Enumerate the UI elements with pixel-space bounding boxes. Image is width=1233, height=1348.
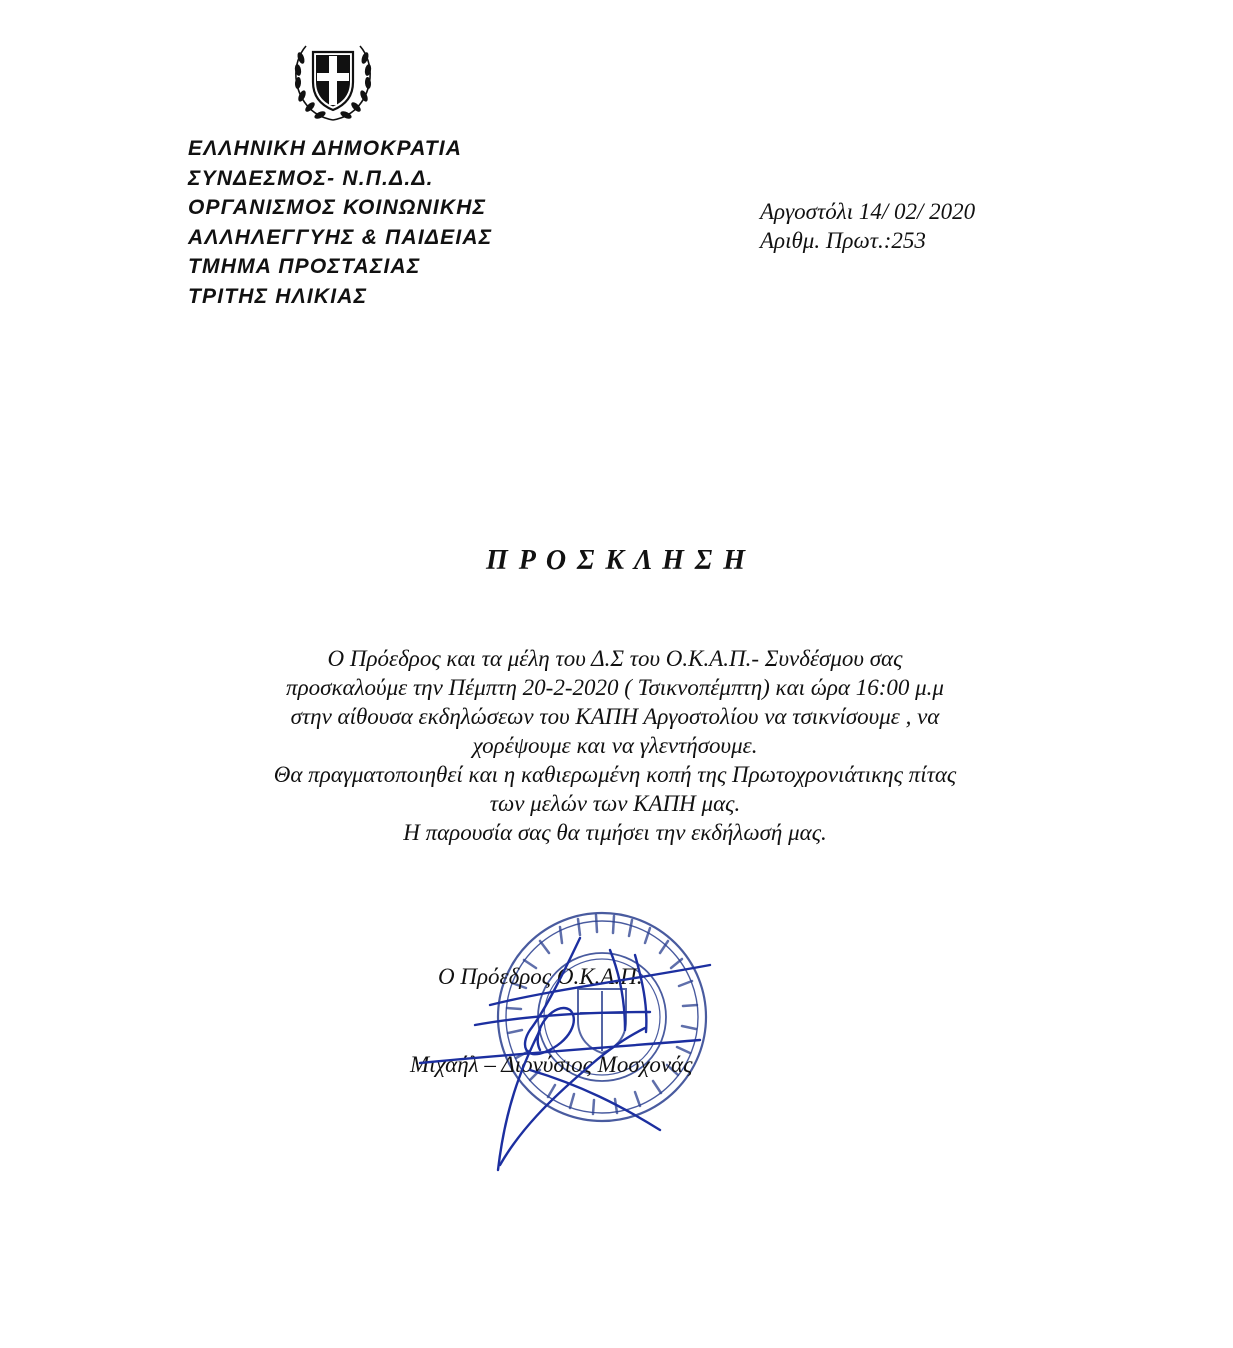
body-line: χορέψουμε και να γλεντήσουμε. <box>472 733 758 758</box>
greek-coat-of-arms-icon <box>290 38 376 124</box>
header-line: ΟΡΓΑΝΙΣΜΟΣ ΚΟΙΝΩΝΙΚΗΣ <box>188 196 487 219</box>
body-line: στην αίθουσα εκδηλώσεων του ΚΑΠΗ Αργοστολίου να τσικνίσουμε , να <box>290 704 940 729</box>
body-line: Η παρουσία σας θα τιμήσει την εκδήλωσή μας. <box>403 820 827 845</box>
header-line: ΕΛΛΗΝΙΚΗ ΔΗΜΟΚΡΑΤΙΑ <box>188 137 463 160</box>
body-line: προσκαλούμε την Πέμπτη 20-2-2020 ( Τσικνοπέμπτη) και ώρα 16:00 μ.μ <box>286 675 944 700</box>
body-line: Θα πραγματοποιηθεί και η καθιερωμένη κοπή της Πρωτοχρονιάτικης πίτας <box>273 762 957 787</box>
protocol-number: Αριθμ. Πρωτ.:253 <box>760 228 926 253</box>
header-line: ΤΜΗΜΑ ΠΡΟΣΤΑΣΙΑΣ <box>188 255 421 278</box>
place-date: Αργοστόλι 14/ 02/ 2020 <box>760 199 976 224</box>
document-title: Π Ρ Ο Σ Κ Λ Η Σ Η <box>485 545 748 576</box>
handwritten-signature-icon <box>380 920 740 1190</box>
signatory-name: Μιχαήλ – Διονύσιος Μοσχονάς <box>410 1052 693 1077</box>
body-line: Ο Πρόεδρος και τα μέλη του Δ.Σ του Ο.Κ.Α.Π.- Συνδέσμου σας <box>327 646 903 671</box>
header-line: ΑΛΛΗΛΕΓΓΥΗΣ & ΠΑΙΔΕΙΑΣ <box>188 225 493 249</box>
signatory-title: Ο Πρόεδρος Ο.Κ.Α.Π. <box>438 964 643 989</box>
invitation-body <box>60 644 1170 847</box>
issuer-header <box>188 134 492 311</box>
date-protocol-block <box>760 197 975 255</box>
header-line: ΣΥΝΔΕΣΜΟΣ- Ν.Π.Δ.Δ. <box>188 166 434 190</box>
header-line: ΤΡΙΤΗΣ ΗΛΙΚΙΑΣ <box>188 284 368 308</box>
body-line: των μελών των ΚΑΠΗ μας. <box>489 791 741 816</box>
